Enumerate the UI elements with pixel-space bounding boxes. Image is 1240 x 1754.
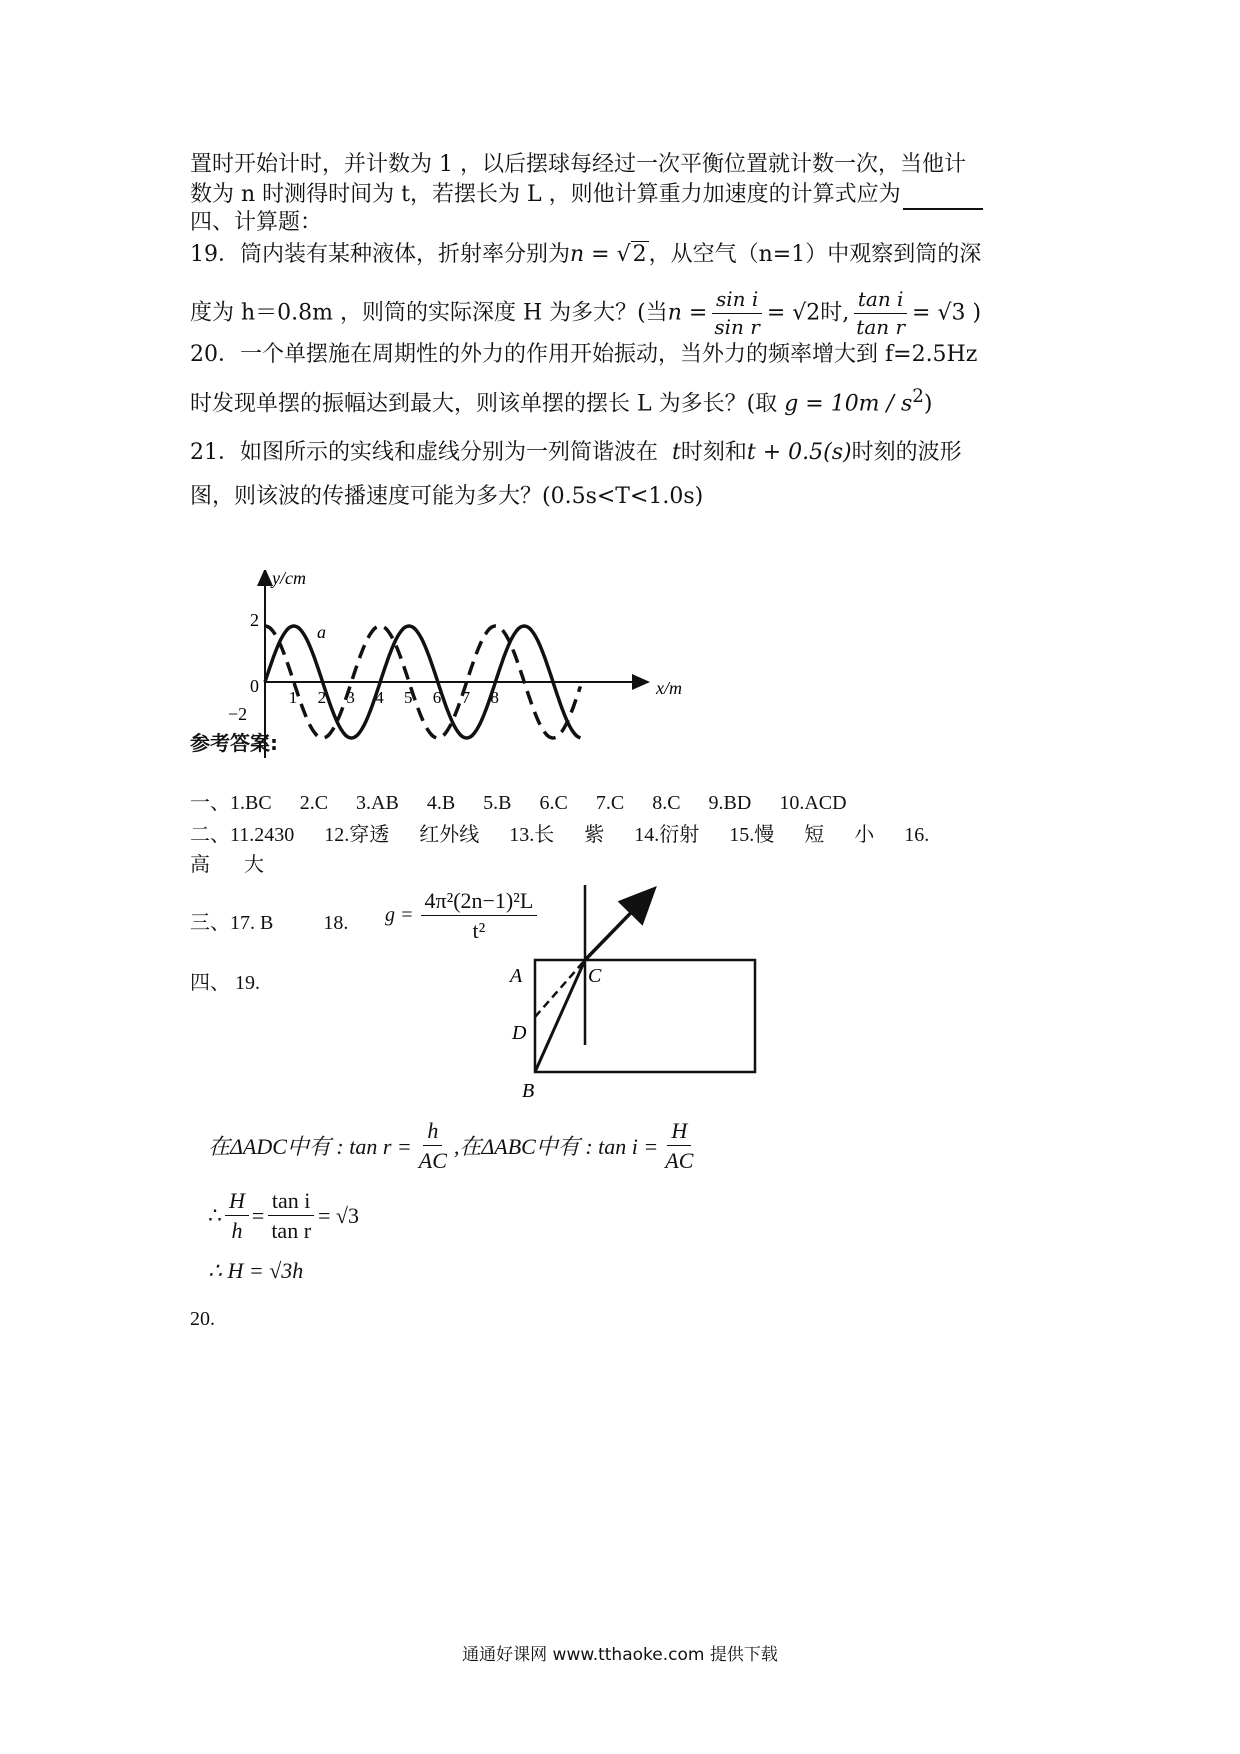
x-axis-label: x/m <box>656 678 682 698</box>
q21-line-1 <box>190 438 962 468</box>
answer-item: 4.B <box>426 792 456 814</box>
q18-line-2-text: 数为 n 时测得时间为 t，若摆长为 L ，则他计算重力加速度的计算式应为 <box>190 182 901 207</box>
solution-frac-4 <box>267 1188 315 1244</box>
x-tick-label: 8 <box>490 688 499 707</box>
solution-2b: = √3 <box>318 1202 359 1228</box>
answer-item: 5.B <box>483 792 512 814</box>
x-tick-label: 6 <box>432 688 442 707</box>
answer-item: 3.AB <box>356 792 399 814</box>
fraction-tan-den: tan r <box>856 315 906 339</box>
footer: 通通好课网 www.tthaoke.com 提供下载 <box>462 1645 778 1665</box>
x-tick-label: 7 <box>461 688 471 707</box>
solution-frac-1-num: h <box>423 1118 442 1146</box>
q20-text-a: 时发现单摆的振幅达到最大，则该单摆的摆长 L 为多长？(取 <box>190 391 785 417</box>
solution-1b: ,在ΔABC中有 : tan i = <box>453 1134 659 1160</box>
label-D: D <box>512 1022 527 1044</box>
q18-line-2 <box>190 180 983 210</box>
refraction-diagram <box>480 855 780 1115</box>
q19-eq-sqrt2: = √2时, <box>766 300 850 326</box>
x-tick-label: 4 <box>375 688 384 707</box>
solution-frac-1-den: AC <box>418 1148 447 1174</box>
answer-item: 16. <box>904 824 930 846</box>
q18-line-1: 置时开始计时，并计数为 1 ，以后摆球每经过一次平衡位置就计数一次，当他计 <box>190 152 966 177</box>
emerging-ray <box>585 891 652 960</box>
answer-item: 一、1.BC <box>190 792 272 814</box>
solution-frac-2-num: H <box>667 1118 691 1146</box>
solution-frac-4-den: tan r <box>271 1218 312 1244</box>
q19-text-c: 度为 h＝0.8m ，则筒的实际深度 H 为多大？(当 <box>190 300 668 326</box>
formula-18-lhs: g = <box>385 904 414 927</box>
solution-1a: 在ΔADC中有 : tan r = <box>208 1134 412 1160</box>
answer-item: 14.衍射 <box>634 824 700 846</box>
origin-label: 0 <box>250 676 259 696</box>
q19-eq-sqrt3: = √3 ) <box>912 300 982 326</box>
formula-18-den: t² <box>472 918 486 944</box>
q21-text-a: 21．如图所示的实线和虚线分别为一列简谐波在 <box>190 440 658 465</box>
q19-n-eq: n = <box>570 242 617 267</box>
solution-frac-3-den: h <box>231 1218 243 1244</box>
answer-item: 高 <box>190 854 210 876</box>
solution-frac-3 <box>225 1188 249 1244</box>
solution-frac-2-den: AC <box>665 1148 694 1174</box>
answer-item: 2.C <box>299 792 329 814</box>
y-axis-label: y/cm <box>272 570 306 588</box>
answer-item: 15.慢 <box>729 824 775 846</box>
refracted-ray <box>535 960 585 1072</box>
wave-diagram <box>220 570 740 770</box>
q20-answer-label: 20. <box>190 1308 215 1330</box>
solution-line-1 <box>208 1118 700 1174</box>
answer-item: 8.C <box>652 792 681 814</box>
x-tick-label: 5 <box>404 688 413 707</box>
answers-title: 参考答案: <box>190 731 278 755</box>
q19-n-eq-2: n = <box>667 300 708 326</box>
solution-line-3: ∴ H = √3h <box>208 1258 304 1283</box>
answer-row-4 <box>190 906 348 935</box>
answer-item: 7.C <box>595 792 625 814</box>
q20-line-2 <box>190 382 933 419</box>
y-tick-neg: −2 <box>228 704 248 724</box>
solution-line-2 <box>208 1188 359 1244</box>
q20-g-expr: g = 10m / s <box>784 391 913 417</box>
point-a-label: a <box>317 622 326 642</box>
container-rectangle <box>535 960 755 1072</box>
answer-item: 紫 <box>584 824 605 846</box>
formula-18-num: 4π²(2n−1)²L <box>421 888 538 916</box>
fraction-sin-den: sin r <box>714 315 760 339</box>
answer-item: 二、11.2430 <box>190 824 295 846</box>
q20-line-1: 20．一个单摆施在周期性的外力的作用开始振动，当外力的频率增大到 f=2.5Hz <box>190 342 978 367</box>
q20-text-b: ) <box>923 391 933 417</box>
section-4-title: 四、计算题： <box>190 210 323 235</box>
apparent-ray <box>535 960 585 1017</box>
solution-2-eq: = <box>251 1202 265 1228</box>
answer-item: 短 <box>804 824 825 846</box>
q19-line-2 <box>190 288 981 339</box>
answer-row-3 <box>190 848 298 877</box>
answer-row-1 <box>190 786 875 815</box>
q21-t2: t + 0.5(s) <box>746 440 852 465</box>
answer-item: 9.BD <box>708 792 752 814</box>
answer-item: 大 <box>244 854 264 876</box>
q20-sup: 2 <box>912 386 924 407</box>
solution-frac-3-num: H <box>225 1188 249 1216</box>
answer-item: 小 <box>854 824 875 846</box>
y-tick-pos: 2 <box>250 610 259 630</box>
x-ticks <box>289 688 499 707</box>
fraction-tan <box>852 288 909 339</box>
label-B: B <box>522 1080 535 1102</box>
q19-text-b: ，从空气（n=1）中观察到筒的深 <box>648 242 982 267</box>
solution-frac-2 <box>661 1118 697 1174</box>
answer-17: 三、17. B <box>190 912 274 934</box>
sqrt-symbol: √2 <box>616 242 647 267</box>
answer-item: 红外线 <box>419 824 480 846</box>
solution-2a: ∴ <box>208 1202 222 1228</box>
label-A: A <box>510 965 523 987</box>
sqrt-radicand: 2 <box>632 242 647 267</box>
q21-text-b: 时刻和 <box>680 440 747 465</box>
answer-18-label: 18. <box>323 912 349 934</box>
fraction-sin-num: sin i <box>712 288 762 314</box>
answer-blank <box>903 186 983 210</box>
fraction-tan-num: tan i <box>854 288 908 314</box>
q21-text-c: 时刻的波形 <box>851 440 962 465</box>
q19-line-1 <box>190 240 981 270</box>
q21-line-2: 图，则该波的传播速度可能为多大？(0.5s<T<1.0s) <box>190 484 704 509</box>
q19-text-a: 19．筒内装有某种液体，折射率分别为 <box>190 242 570 267</box>
answer-item: 10.ACD <box>779 792 847 814</box>
x-tick-label: 3 <box>346 688 355 707</box>
solution-frac-1 <box>415 1118 451 1174</box>
label-C: C <box>588 965 602 987</box>
fraction-sin <box>710 288 763 339</box>
x-tick-label: 1 <box>288 688 298 707</box>
q21-t1: t <box>672 440 681 465</box>
x-tick-label: 2 <box>317 688 327 707</box>
answer-row-5: 四、 19. <box>190 972 260 994</box>
answer-item: 6.C <box>539 792 568 814</box>
solution-frac-4-num: tan i <box>268 1188 315 1216</box>
answer-item: 13.长 <box>509 824 555 846</box>
answer-item: 12.穿透 <box>324 824 390 846</box>
answer-row-2 <box>190 818 959 847</box>
